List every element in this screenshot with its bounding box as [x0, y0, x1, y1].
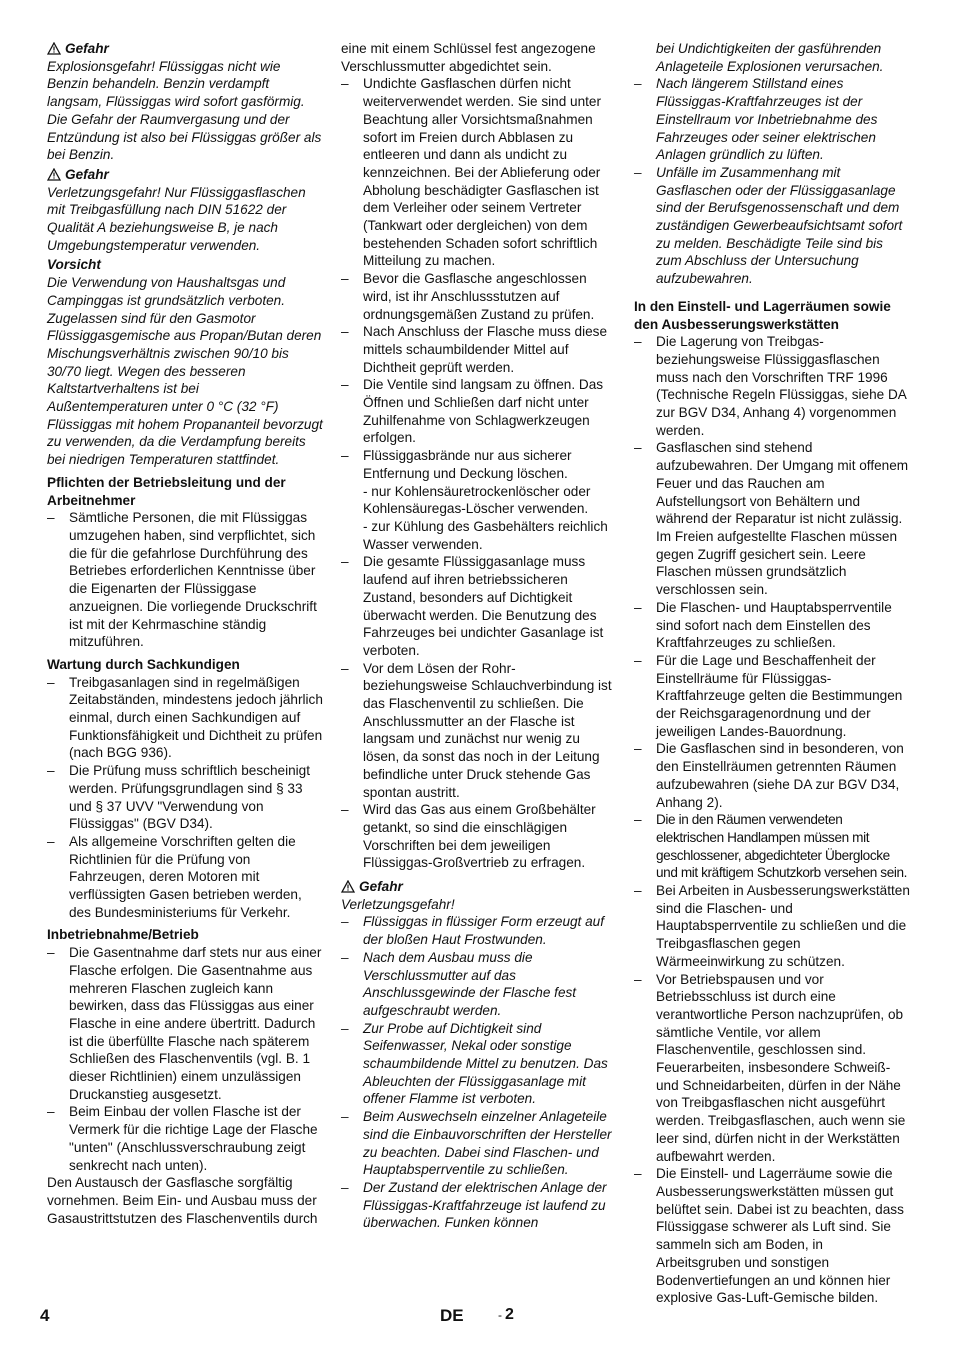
list-item: – Als allgemeine Vorschriften gelten die Richtlinien für die Prüfung von Fahrzeugen, deren Motoren mit verflüssigten Gasen betrieben werden, des Bundesministeriums für Verkehr. [47, 833, 323, 922]
list-item: – Der Zustand der elektrischen Anlage der Flüssiggas-Kraftfahrzeuge ist laufend zu überwachen. Funken können [341, 1179, 618, 1232]
section-heading-maintenance: Wartung durch Sachkundigen [47, 656, 240, 672]
list-item: – Die Gasentnahme darf stets nur aus einer Flasche erfolgen. Die Gasentnahme aus mehreren Flaschen zugleich kann bewirken, dass das Flüssiggas aus einer Flasche in eine andere übertritt. Dadurch ist die überfüllte Flasche nach späterem Schließen des Flaschenventils (vgl. B. 1 dieser Richtlinien) einem unzulässigen Druckanstieg ausgesetzt. [47, 944, 323, 1103]
warning-list-continued: bei Undichtigkeiten der gasführenden Anlageteile Explosionen verursachen. [656, 41, 884, 74]
list-item: – Die Flaschen- und Hauptabsperrventile sind sofort nach dem Einstellen des Kraftfahrzeuges zu schließen. [634, 599, 910, 652]
operation-list-continued [341, 75, 618, 872]
caution-heading: Vorsicht [47, 257, 101, 273]
storage-list [634, 333, 910, 1307]
list-item: – Bei Arbeiten in Ausbesserungswerkstätten sind die Flaschen- und Hauptabsperrventile zu schließen und die Treibgasflaschen gegen Wärmeeinwirkung zu schützen. [634, 882, 910, 971]
warning-title: Gefahr [65, 166, 109, 182]
list-item: – Nach dem Ausbau muss die Verschlussmutter auf das Anschlussgewinde der Flasche fest aufgeschraubt werden. [341, 949, 618, 1020]
list-item: – Undichte Gasflaschen dürfen nicht weiterverwendet werden. Sie sind unter Beachtung aller Vorsichtsmaßnahmen sofort im Freien durch Abblasen zu entleeren und dann als undicht zu kennzeichnen. Bei der Ablieferung oder Abholung beschädigter Gasflaschen ist dem Verleiher oder seinem Vertreter (Tankwart oder dergleichen) von dem bestehenden Schaden sofort schriftlich Mitteilung zu machen. [341, 75, 618, 270]
warning-text-3: Verletzungsgefahr! [341, 896, 455, 912]
list-item: – Zur Probe auf Dichtigkeit sind Seifenwasser, Nekal oder sonstige schaumbildende Mittel zu benutzen. Das Ableuchten der Flüssiggasanlage mit offener Flamme ist verboten. [341, 1020, 618, 1109]
warning-title: Gefahr [65, 41, 109, 56]
list-item: – Vor dem Lösen der Rohr- beziehungsweise Schlauchverbindung ist das Flaschenventil zu schließen. Die Anschlussmutter an der Flasche ist langsam und zunächst nur wenig zu lösen, da sonst das noch in der Leitung befindliche unter Druck stehende Gas spontan austritt. [341, 660, 618, 802]
list-item: – Unfälle im Zusammenhang mit Gasflaschen oder der Flüssiggasanlage sind der Berufsgenossenschaft und dem zuständigen Gewerbeaufsichtsamt sofort zu melden. Beschädigte Teile sind bis zum Abschluss der Untersuchung aufzubewahren. [634, 164, 910, 288]
section-heading-storage: In den Einstell- und Lagerräumen sowie den Ausbesserungswerkstätten [634, 298, 891, 332]
paragraph-gas-exchange: Den Austausch der Gasflasche sorgfältig vornehmen. Beim Ein- und Ausbau muss der Gasaustrittstutzen des Flaschenventils durch [47, 1175, 318, 1226]
sub-page-dash: - [498, 1308, 502, 1322]
warning-heading-3 [341, 878, 618, 896]
section-heading-duties: Pflichten der Betriebsleitung und der Arbeitnehmer [47, 474, 286, 508]
maintenance-list [47, 674, 323, 922]
list-item: – Die Lagerung von Treibgas- beziehungsweise Flüssiggasflaschen muss nach den Vorschriften TRF 1996 (Technische Regeln Flüssiggas, siehe DA zur BGV D34, Anhang 4) vorgenommen werden. [634, 333, 910, 439]
duties-list [47, 509, 323, 651]
warning-list-2 [634, 75, 910, 287]
column-3 [634, 40, 910, 1307]
column-2 [341, 40, 618, 1232]
sub-item: - zur Kühlung des Gasbehälters reichlich Wasser verwenden. [363, 518, 608, 552]
list-item: – Beim Einbau der vollen Flasche ist der Vermerk für die richtige Lage der Flasche "unten" (Anschlussverschraubung zeigt senkrecht nach unten). [47, 1103, 323, 1174]
list-item: – Die Prüfung muss schriftlich bescheinigt werden. Prüfungsgrundlagen sind § 33 und § 37 UVV "Verwendung von Flüssiggas" (BGV D34). [47, 762, 323, 833]
list-item: – Flüssiggas in flüssiger Form erzeugt auf der bloßen Haut Frostwunden. [341, 913, 618, 948]
warning-title: Gefahr [359, 879, 403, 895]
paragraph-continued: eine mit einem Schlüssel fest angezogene Verschlussmutter abgedichtet sein. [341, 41, 596, 74]
list-item: – Vor Betriebspausen und vor Betriebsschluss ist durch eine verantwortliche Person nachzuprüfen, ob sämtliche Ventile, vor allem Flaschenventile, geschlossen sind. Feuerarbeiten, insbesondere Schweiß- und Schneidarbeiten, dürfen in der Nähe von Treibgasflaschen nicht ausgeführt werden. Treibgasflaschen, auch wenn sie leer sind, dürfen nicht in der Werkstätten aufbewahrt werden. [634, 971, 910, 1166]
language-code: DE [440, 1306, 464, 1325]
list-item: – Die Gasflaschen sind in besonderen, von den Einstellräumen getrennten Räumen aufzubewahren (siehe DA zur BGV D34, Anhang 2). [634, 740, 910, 811]
list-item: – Wird das Gas aus einem Großbehälter getankt, so sind die einschlägigen Vorschriften bei dem jeweiligen Flüssiggas-Großvertrieb zu erfragen. [341, 801, 618, 872]
list-item-text: – Flüssiggasbrände nur aus sicherer Entfernung und Deckung löschen. [363, 448, 572, 481]
warning-text-1: Explosionsgefahr! Flüssiggas nicht wie Benzin behandeln. Benzin verdampft langsam, Flüssiggas wird sofort gasförmig. Die Gefahr der Raumvergasung und der Entzündung ist also bei Flüssiggas größer als bei Benzin. [47, 58, 322, 163]
list-item: – Für die Lage und Beschaffenheit der Einstellräume für Flüssiggas-Kraftfahrzeuge gelten die Bestimmungen der Reichsgaragenordnung und der jeweiligen Landes-Bauordnung. [634, 652, 910, 741]
list-item-fire [341, 447, 618, 553]
list-item: – Gasflaschen sind stehend aufzubewahren. Der Umgang mit offenem Feuer und das Rauchen am Aufstellungsort von Behältern und während der Reparatur ist nicht zulässig. Im Freien aufgestellte Flaschen müssen gegen Zugriff gesichert sein. Leere Flaschen müssen grundsätzlich verschlossen sein. [634, 439, 910, 598]
list-item: – Beim Auswechseln einzelner Anlageteile sind die Einbauvorschriften der Hersteller zu beachten. Dabei sind Flaschen- und Hauptabsperrventile zu schließen. [341, 1108, 618, 1179]
list-item: – Die in den Räumen verwendeten elektrischen Handlampen müssen mit geschlossener, abgedichteter Überglocke und mit kräftigem Schutzkorb versehen sein. [634, 811, 910, 882]
caution-text: Die Verwendung von Haushaltsgas und Campinggas ist grundsätzlich verboten. Zugelassen sind für den Gasmotor Flüssiggasgemische aus Propan/Butan deren Mischungsverhältnis zwischen 90/10 bis 30/70 liegt. Wegen des besseren Kaltstartverhaltens ist bei Außentemperaturen unter 0 °C (32 °F) Flüssiggas mit hohem Propananteil bevorzugt zu verwenden, da die Verdampfung bereits bei niedrigen Temperaturen stattfindet. [47, 275, 323, 468]
warning-triangle-icon [47, 168, 61, 181]
page-number: 4 [40, 1306, 50, 1325]
list-item: – Treibgasanlagen sind in regelmäßigen Zeitabständen, mindestens jedoch jährlich einmal, durch einen Sachkundigen auf Funktionsfähigkeit und Dichtheit zu prüfen (nach BGG 936). [47, 674, 323, 763]
list-item: – Die Ventile sind langsam zu öffnen. Das Öffnen und Schließen darf nicht unter Zuhilfenahme von Schlagwerkzeugen erfolgen. [341, 376, 618, 447]
sub-page-number [498, 1306, 514, 1324]
sub-item: - nur Kohlensäuretrockenlöscher oder Kohlensäuregas-Löscher verwenden. [363, 483, 591, 517]
warning-heading-1 [47, 40, 323, 58]
list-item: – Die Einstell- und Lagerräume sowie die Ausbesserungswerkstätten müssen gut belüftet sein. Dabei ist zu beachten, dass Flüssiggase schwerer als Luft sind. Sie sammeln sich am Boden, in Arbeitsgruben und sonstigen Bodenvertiefungen an und können hier explosive Gas-Luft-Gemische bilden. [634, 1165, 910, 1307]
warning-heading-2 [47, 166, 323, 184]
list-item: – Nach längerem Stillstand eines Flüssiggas-Kraftfahrzeuges ist der Einstellraum vor Inbetriebnahme des Fahrzeuges oder seiner elektrischen Anlagen gründlich zu lüften. [634, 75, 910, 164]
list-item: – Die gesamte Flüssiggasanlage muss laufend auf ihren betriebssicheren Zustand, besonders auf Dichtigkeit überwacht werden. Die Benutzung des Fahrzeuges bei undichter Gasanlage ist verboten. [341, 553, 618, 659]
section-heading-operation: Inbetriebnahme/Betrieb [47, 927, 199, 943]
column-1 [47, 40, 323, 1227]
sub-page-value: 2 [505, 1306, 514, 1323]
list-item: – Sämtliche Personen, die mit Flüssiggas umzugehen haben, sind verpflichtet, sich die für die gefahrlose Durchführung des Betriebes erforderlichen Kenntnisse über die Eigenarten der Flüssiggase anzueignen. Die vorliegende Druckschrift ist mit der Kehrmaschine ständig mitzuführen. [47, 509, 323, 651]
warning-text-2: Verletzungsgefahr! Nur Flüssiggasflaschen mit Treibgasfüllung nach DIN 51622 der Qualität A beziehungsweise B, je nach Umgebungstemperatur verwenden. [47, 184, 306, 253]
warning-list [341, 913, 618, 1232]
list-item: – Bevor die Gasflasche angeschlossen wird, ist ihr Anschlussstutzen auf ordnungsgemäßen Zustand zu prüfen. [341, 270, 618, 323]
warning-triangle-icon [341, 880, 355, 893]
list-item: – Nach Anschluss der Flasche muss diese mittels schaumbildender Mittel auf Dichtheit geprüft werden. [341, 323, 618, 376]
operation-list [47, 944, 323, 1174]
warning-triangle-icon [47, 42, 61, 55]
